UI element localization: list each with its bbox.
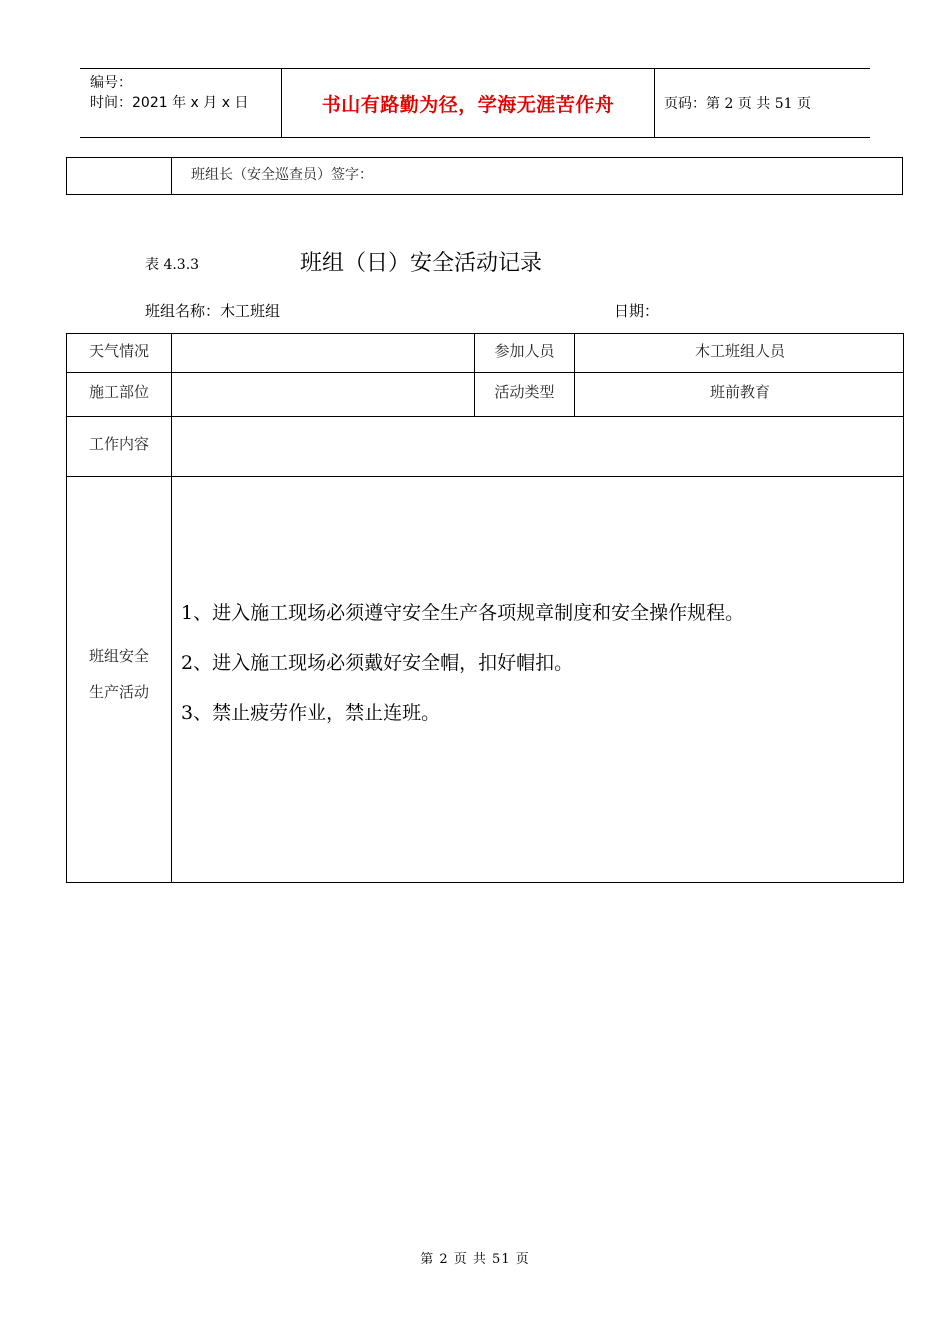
team-name: 班组名称：木工班组	[145, 302, 281, 320]
header-page-info: 页码：第 2 页 共 51 页	[664, 96, 811, 112]
participants-label: 参加人员	[494, 342, 555, 360]
header-motto: 书山有路勤为径，学海无涯苦作舟	[321, 93, 615, 116]
location-label: 施工部位	[88, 383, 149, 401]
header-meta	[90, 73, 248, 113]
activity-section-label	[67, 638, 171, 710]
signature-label: 班组长（安全巡查员）签字：	[191, 167, 373, 183]
work-content-label: 工作内容	[88, 435, 149, 453]
activity-list	[181, 588, 744, 738]
date-label: 日期：	[614, 302, 660, 320]
page-header	[80, 68, 870, 138]
header-divider	[654, 69, 655, 137]
document-time: 时间：2021 年 x 月 x 日	[90, 95, 249, 111]
document-title: 班组（日）安全活动记录	[300, 251, 543, 276]
table-number: 表 4.3.3	[145, 257, 200, 273]
list-item: 3、禁止疲劳作业，禁止连班。	[181, 702, 441, 724]
row-divider	[67, 372, 903, 373]
activity-type-label: 活动类型	[494, 383, 555, 401]
signature-table	[66, 157, 903, 195]
activity-type-value: 班前教育	[709, 383, 770, 401]
weather-label: 天气情况	[88, 342, 149, 360]
activity-label-line: 班组安全	[88, 647, 149, 665]
row-divider	[67, 416, 903, 417]
activity-record-table	[66, 333, 904, 883]
page-footer: 第 2 页 共 51 页	[420, 1252, 530, 1267]
list-item: 2、进入施工现场必须戴好安全帽，扣好帽扣。	[181, 652, 574, 674]
document-number: 编号：	[90, 75, 132, 91]
list-item: 1、进入施工现场必须遵守安全生产各项规章制度和安全操作规程。	[181, 602, 745, 624]
activity-label-line: 生产活动	[88, 683, 149, 701]
column-divider	[171, 334, 172, 882]
participants-value: 木工班组人员	[694, 342, 785, 360]
row-divider	[67, 476, 903, 477]
table-divider	[171, 158, 172, 194]
